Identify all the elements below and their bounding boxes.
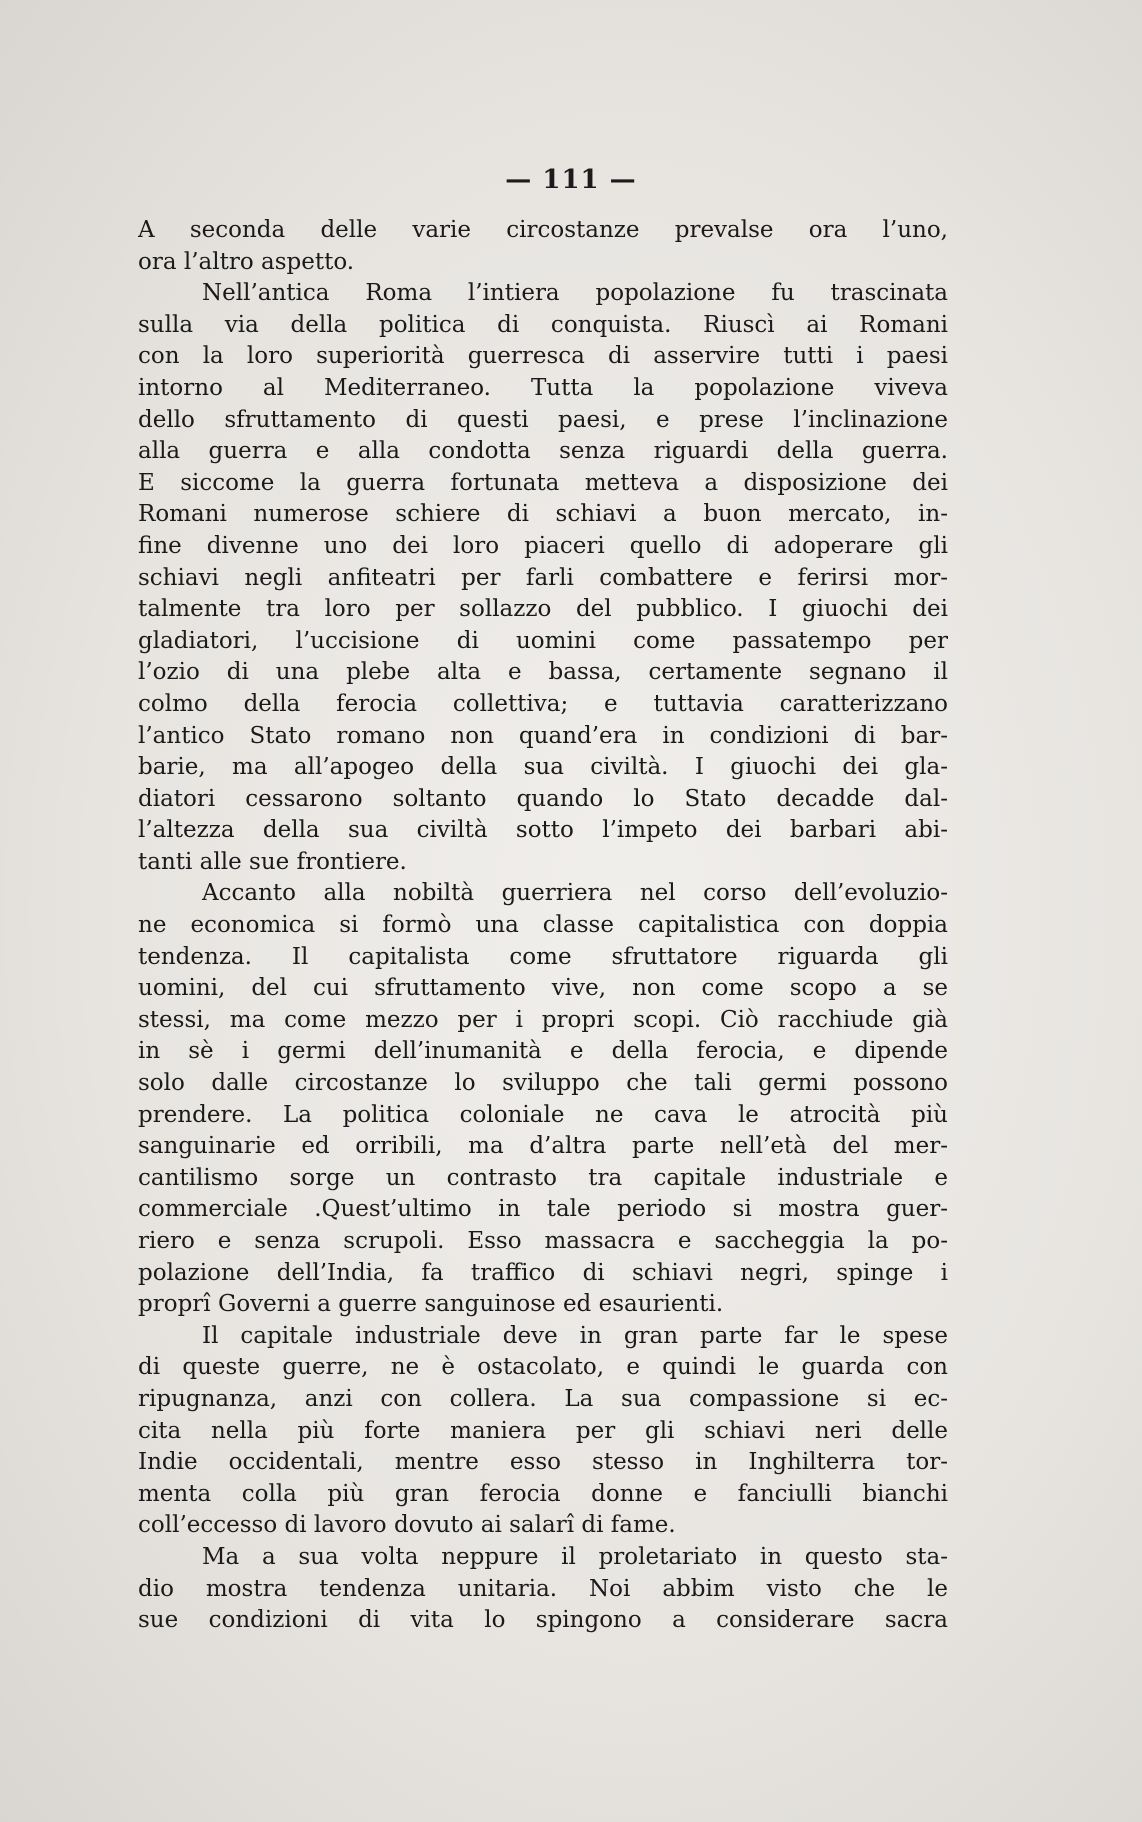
text-line: sue condizioni di vita lo spingono a considerare sacra [138, 1607, 948, 1634]
text-line: l’antico Stato romano non quand’era in condizioni di bar- [138, 722, 948, 749]
text-line: proprî Governi a guerre sanguinose ed esaurienti. [138, 1291, 724, 1318]
text-line: Indie occidentali, mentre esso stesso in Inghilterra tor- [138, 1449, 948, 1476]
paragraph [138, 1542, 948, 1637]
text-line: uomini, del cui sfruttamento vive, non come scopo a se [138, 975, 948, 1002]
text-line: solo dalle circostanze lo sviluppo che tali germi possono [138, 1070, 948, 1097]
text-line: dello sfruttamento di questi paesi, e prese l’inclinazione [138, 406, 948, 433]
paragraph [138, 215, 948, 278]
text-line: Accanto alla nobiltà guerriera nel corso dell’evoluzio- [202, 880, 948, 907]
text-line: tendenza. Il capitalista come sfruttatore riguarda gli [138, 943, 948, 970]
text-line: cita nella più forte maniera per gli schiavi neri delle [138, 1417, 948, 1444]
text-line: riero e senza scrupoli. Esso massacra e saccheggia la po- [138, 1228, 948, 1254]
text-line: con la loro superiorità guerresca di asservire tutti i paesi [138, 343, 948, 370]
text-line: in sè i germi dell’inumanità e della ferocia, e dipende [138, 1038, 948, 1065]
text-line: cantilismo sorge un contrasto tra capitale industriale e [138, 1164, 948, 1191]
text-line: coll’eccesso di lavoro dovuto ai salarî di fame. [138, 1512, 676, 1539]
text-line: sanguinarie ed orribili, ma d’altra parte nell’età del mer- [138, 1133, 948, 1160]
text-line: ora l’altro aspetto. [138, 248, 355, 275]
text-line: stessi, ma come mezzo per i propri scopi. Ciò racchiude già [138, 1006, 948, 1033]
text-line: ripugnanza, anzi con collera. La sua compassione si ec- [138, 1385, 948, 1412]
text-line: gladiatori, l’uccisione di uomini come passatempo per [138, 627, 948, 654]
text-line: Il capitale industriale deve in gran parte far le spese [202, 1322, 948, 1349]
text-line: commerciale .Quest’ultimo in tale periodo si mostra guer- [138, 1196, 948, 1223]
text-line: talmente tra loro per sollazzo del pubblico. I giuochi dei [138, 596, 948, 623]
text-line: tanti alle sue frontiere. [138, 848, 407, 875]
page-number: — 111 — [505, 165, 637, 195]
text-line: l’altezza della sua civiltà sotto l’impeto dei barbari abi- [138, 817, 948, 844]
text-line: fine divenne uno dei loro piaceri quello di adoperare gli [138, 532, 948, 559]
text-line: polazione dell’India, fa traffico di schiavi negri, spinge i [138, 1259, 948, 1286]
text-line: E siccome la guerra fortunata metteva a disposizione dei [138, 469, 948, 496]
paragraph [138, 1321, 948, 1542]
text-line: Romani numerose schiere di schiavi a buon mercato, in- [138, 501, 948, 528]
text-line: di queste guerre, ne è ostacolato, e quindi le guarda con [138, 1354, 948, 1381]
body-text [138, 215, 948, 1637]
text-line: A seconda delle varie circostanze prevalse ora l’uno, [138, 217, 948, 243]
paragraph [138, 878, 948, 1320]
text-line: Nell’antica Roma l’intiera popolazione fu trascinata [202, 280, 948, 307]
text-line: ne economica si formò una classe capitalistica con doppia [138, 912, 948, 939]
text-line: colmo della ferocia collettiva; e tuttavia caratterizzano [138, 690, 948, 717]
text-line: schiavi negli anfiteatri per farli combattere e ferirsi mor- [138, 564, 948, 591]
text-line: Ma a sua volta neppure il proletariato in questo sta- [202, 1543, 948, 1570]
text-line: intorno al Mediterraneo. Tutta la popolazione viveva [138, 374, 948, 401]
text-line: menta colla più gran ferocia donne e fanciulli bianchi [138, 1480, 948, 1507]
text-line: dio mostra tendenza unitaria. Noi abbim visto che le [138, 1575, 948, 1602]
paragraph [138, 278, 948, 878]
text-line: alla guerra e alla condotta senza riguardi della guerra. [138, 438, 948, 465]
text-line: prendere. La politica coloniale ne cava le atrocità più [138, 1101, 948, 1128]
text-line: barie, ma all’apogeo della sua civiltà. I giuochi dei gla- [138, 754, 948, 781]
text-line: sulla via della politica di conquista. Riuscì ai Romani [138, 311, 948, 338]
text-line: diatori cessarono soltanto quando lo Stato decadde dal- [138, 785, 948, 812]
text-line: l’ozio di una plebe alta e bassa, certamente segnano il [138, 659, 948, 686]
